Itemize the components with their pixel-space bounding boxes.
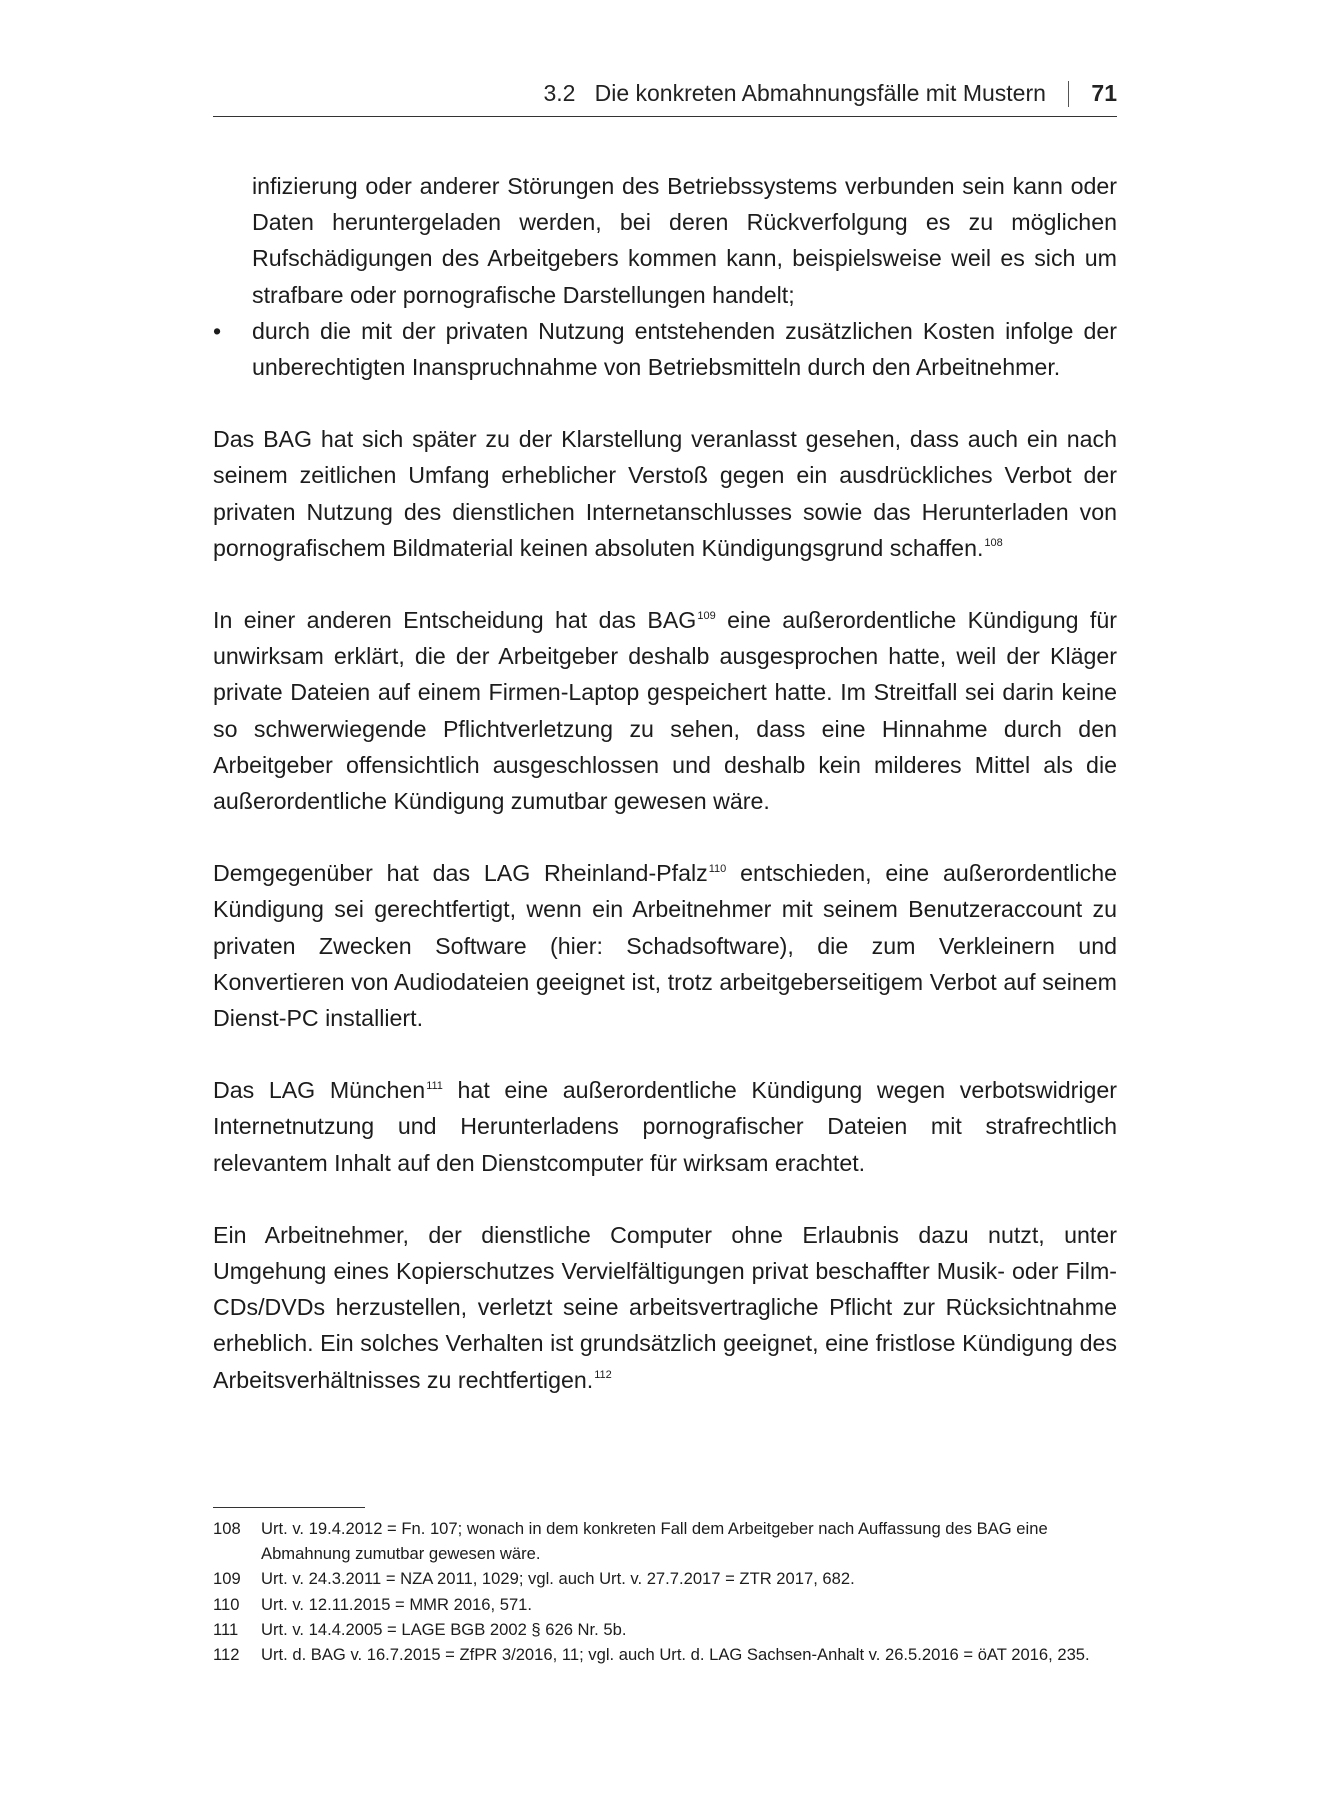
paragraph: [213, 1072, 1117, 1181]
footnote-number: 108: [213, 1519, 241, 1538]
footnote-number: 109: [213, 1569, 241, 1589]
paragraph-text: Demgegenüber hat das LAG Rheinland-Pfalz: [213, 860, 708, 887]
paragraph-text: eine außerordentliche Kündigung für unwirksam erklärt, die der Arbeitgeber deshalb ausgesprochen hatte, weil der Kläger private Dateien auf einem Firmen-Laptop gespeichert hatte. Im Streitfall sei darin keine so schwerwiegende Pflichtverletzung zu sehen, dass eine Hinnahme durch den Arbeitgeber offensichtlich ausgeschlossen und deshalb kein milderes Mittel als die außerordentliche Kündigung zumutbar gewesen wäre.: [213, 607, 1117, 815]
header-divider: [1068, 81, 1070, 107]
paragraph-text: Ein Arbeitnehmer, der dienstliche Computer ohne Erlaubnis dazu nutzt, unter Umgehung eines Kopierschutzes Vervielfältigungen privat beschaffter Musik- oder Film-CDs/DVDs herzustellen, verletzt seine arbeitsvertragliche Pflicht zur Rücksichtnahme erheblich. Ein solches Verhalten ist grundsätzlich geeignet, eine fristlose Kündigung des Arbeitsverhältnisses zu rechtfertigen.: [213, 1221, 1117, 1393]
header-section-title: 3.2 Die konkreten Abmahnungsfälle mit Mustern: [543, 80, 1046, 106]
paragraph-text: Das BAG hat sich später zu der Klarstellung veranlasst gesehen, dass auch ein nach seinem zeitlichen Umfang erheblicher Verstoß gegen ein ausdrückliches Verbot der privaten Nutzung des dienstlichen Internetanschlusses sowie das Herunterladen von pornografischem Bildmaterial keinen absoluten Kündigungsgrund schaffen.: [213, 426, 1117, 561]
footnote-number: 111: [213, 1619, 239, 1639]
footnotes: [213, 1516, 1117, 1667]
paragraph: [213, 602, 1117, 819]
footnote-ref[interactable]: 111: [426, 1079, 443, 1092]
footnote-text: Urt. v. 19.4.2012 = Fn. 107; wonach in dem konkreten Fall dem Arbeitgeber nach Auffassung des BAG eine Abmahnung zumutbar gewesen wäre.: [261, 1519, 1048, 1564]
footnote: [213, 1617, 1117, 1642]
footnote-ref[interactable]: 112: [594, 1369, 612, 1382]
bullet-item: [213, 313, 1117, 385]
page-number: 71: [1091, 80, 1117, 106]
paragraph-text: In einer anderen Entscheidung hat das BAG: [213, 607, 697, 634]
bullet-text: infizierung oder anderer Störungen des Betriebssystems verbunden sein kann oder Daten heruntergeladen werden, bei deren Rückverfolgung es zu möglichen Rufschädigungen des Arbeitgebers kommen kann, beispielsweise weil es sich um strafbare oder pornografische Darstellungen handelt;: [252, 173, 1117, 308]
footnote-ref[interactable]: 110: [708, 862, 727, 875]
paragraph-text: hat eine außerordentliche Kündigung wegen verbotswidriger Internetnutzung und Herunterladens pornografischer Dateien mit strafrechtlich relevantem Inhalt auf den Dienstcomputer für wirksam erachtet.: [213, 1077, 1117, 1176]
header-content: [543, 80, 1117, 107]
paragraph: [213, 1217, 1117, 1398]
paragraph: [213, 421, 1117, 566]
footnote: [213, 1566, 1117, 1591]
bullet-text: durch die mit der privaten Nutzung entstehenden zusätzlichen Kosten infolge der unberechtigten Inanspruchnahme von Betriebsmitteln durch den Arbeitnehmer.: [252, 317, 1117, 381]
footnote-text: Urt. d. BAG v. 16.7.2015 = ZfPR 3/2016, 11; vgl. auch Urt. d. LAG Sachsen-Anhalt v. 26.5.2016 = öAT 2016, 235.: [261, 1645, 1090, 1665]
footnote: [213, 1642, 1117, 1667]
footnote-number: 110: [213, 1594, 240, 1614]
footnote-text: Urt. v. 12.11.2015 = MMR 2016, 571.: [261, 1594, 533, 1614]
bullet-marker: •: [213, 317, 222, 344]
bullet-list: [213, 168, 1117, 385]
footnote-number: 112: [213, 1645, 240, 1665]
footnote-ref[interactable]: 108: [984, 537, 1003, 550]
paragraph-text: entschieden, eine außerordentliche Kündigung sei gerechtfertigt, wenn ein Arbeitnehmer mit seinem Benutzeraccount zu privaten Zwecken Software (hier: Schadsoftware), die zum Verkleinern und Konvertieren von Audiodateien geeignet ist, trotz arbeitgeberseitigem Verbot auf seinem Dienst-PC installiert.: [213, 860, 1118, 1032]
paragraph-text: Das LAG München: [213, 1077, 426, 1104]
running-header: [213, 76, 1117, 117]
footnote-divider: [213, 1507, 365, 1508]
footnote: [213, 1516, 1117, 1566]
bullet-item: [213, 168, 1117, 313]
body-text: [213, 168, 1117, 1434]
footnote-ref[interactable]: 109: [697, 609, 716, 622]
paragraph: [213, 855, 1117, 1036]
footnote-text: Urt. v. 14.4.2005 = LAGE BGB 2002 § 626 Nr. 5b.: [261, 1619, 627, 1639]
footnote-text: Urt. v. 24.3.2011 = NZA 2011, 1029; vgl. auch Urt. v. 27.7.2017 = ZTR 2017, 682.: [261, 1569, 855, 1589]
footnote: [213, 1592, 1117, 1617]
